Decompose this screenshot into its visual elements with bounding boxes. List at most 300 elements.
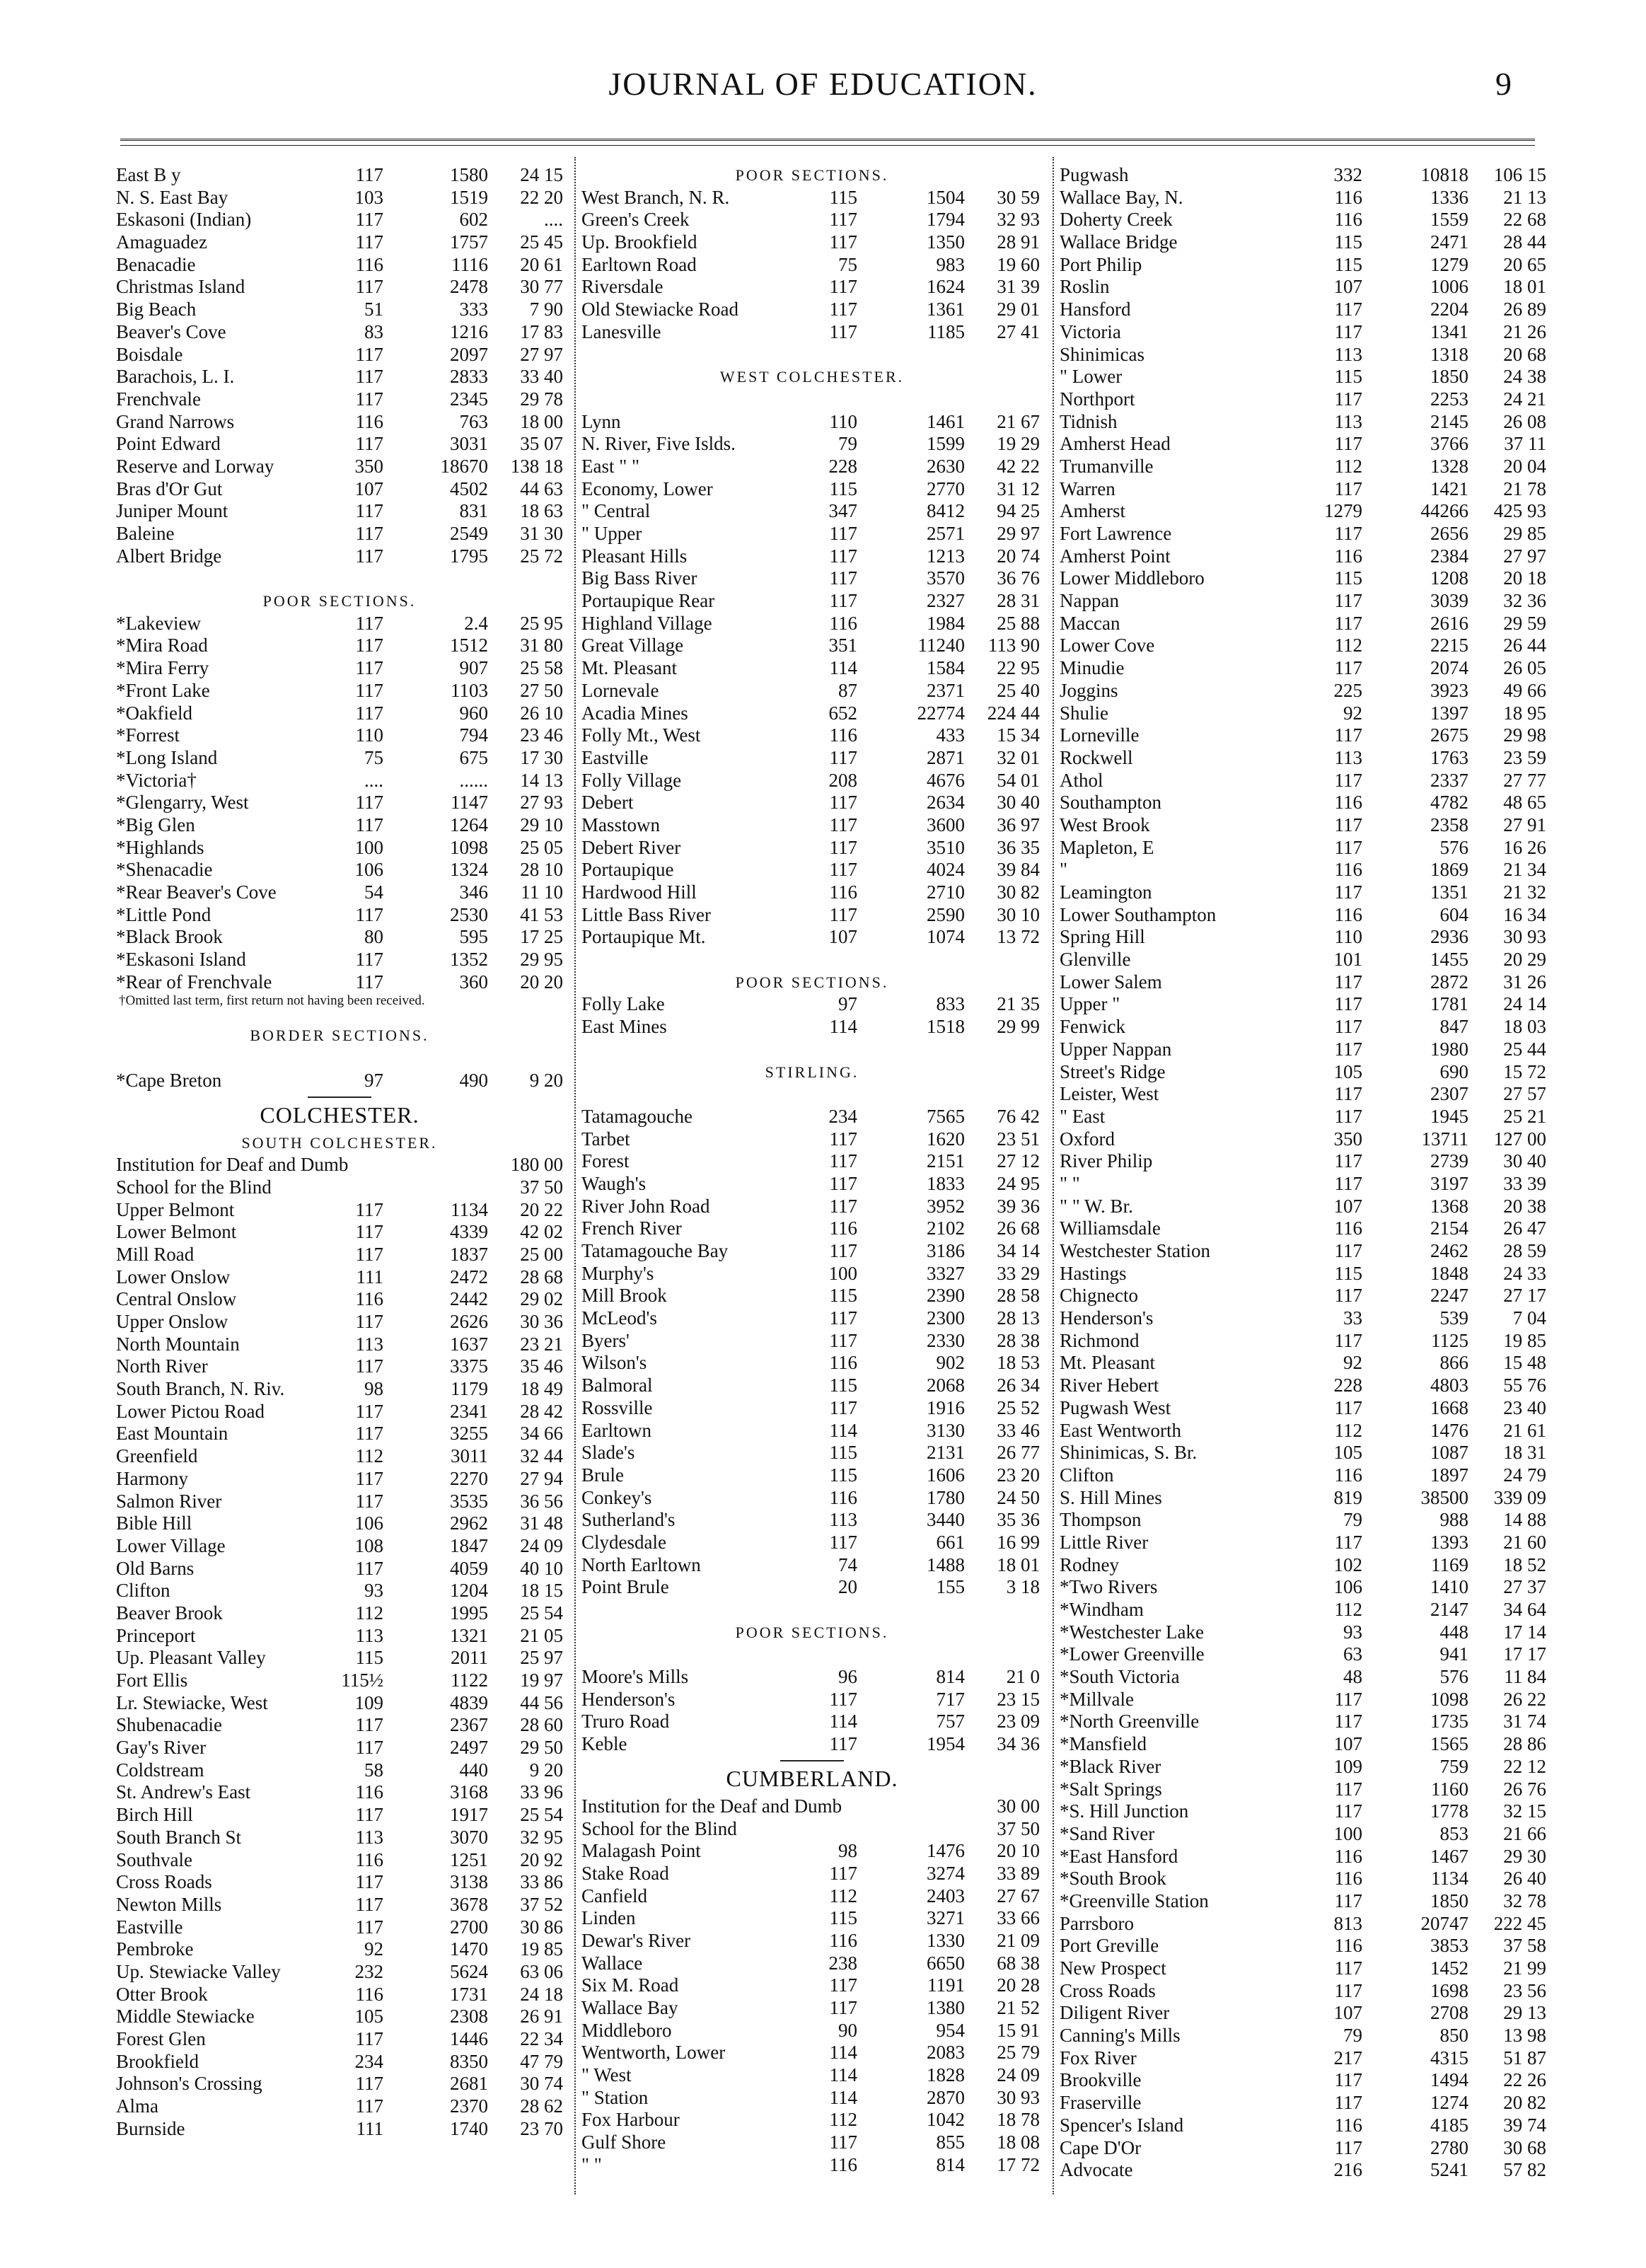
grant-amount: 33 29 [997, 1262, 1040, 1284]
days-count: 103 [354, 186, 383, 208]
school-name: Conkey's [581, 1486, 652, 1508]
attendance-count: 907 [459, 657, 488, 679]
grant-amount: 18 01 [997, 1554, 1040, 1575]
days-count: 54 [364, 881, 383, 903]
attendance-count: 2145 [1430, 410, 1468, 432]
table-row [113, 1938, 566, 1961]
days-count: 115 [829, 1442, 857, 1464]
table-row [579, 702, 1045, 725]
grant-amount: 35 36 [997, 1509, 1040, 1531]
grant-amount: 31 26 [1503, 971, 1546, 993]
days-count: 97 [364, 1069, 383, 1091]
school-name: Middle Stewiacke [116, 2006, 255, 2027]
grant-amount: 49 66 [1503, 679, 1546, 701]
grant-amount: 20 10 [997, 1840, 1040, 1862]
school-name: Lornevale [581, 679, 659, 701]
attendance-count: 2327 [927, 590, 965, 612]
spacer [579, 344, 1045, 366]
table-row [1057, 567, 1545, 590]
attendance-count: 2656 [1430, 523, 1468, 544]
grant-amount: 33 86 [520, 1871, 563, 1893]
table-row [113, 1266, 566, 1289]
days-count: 117 [1334, 1240, 1362, 1261]
days-count: 117 [1334, 2136, 1362, 2158]
school-name: Economy, Lower [581, 478, 713, 499]
table-row [113, 2095, 566, 2118]
attendance-count: 1006 [1430, 276, 1468, 298]
days-count: 217 [1333, 2047, 1362, 2069]
days-count: 117 [355, 1221, 383, 1243]
days-count: 117 [1334, 1285, 1362, 1307]
school-name: Tatamagouche Bay [581, 1240, 729, 1261]
table-row [579, 2109, 1045, 2131]
table-row [113, 792, 566, 814]
days-count: 98 [364, 1378, 383, 1400]
table-row [1057, 1263, 1545, 1285]
table-row [579, 1307, 1045, 1330]
days-count: 347 [828, 500, 857, 522]
section-heading: POOR SECTIONS. [735, 166, 889, 184]
table-row [113, 724, 566, 747]
attendance-count: 1361 [927, 299, 965, 320]
days-count: 114 [829, 1711, 857, 1732]
grant-amount: 34 14 [997, 1240, 1040, 1261]
days-count: 350 [1333, 1128, 1362, 1150]
attendance-count: 757 [936, 1711, 965, 1732]
table-row [113, 2051, 566, 2073]
school-name: Amherst Point [1060, 545, 1171, 567]
table-row [579, 478, 1045, 501]
days-count: 117 [355, 164, 383, 185]
grant-amount: 26 10 [520, 702, 563, 724]
school-name: Brule [581, 1464, 624, 1486]
days-count: 107 [828, 926, 857, 948]
table-row [113, 2006, 566, 2028]
days-count: 351 [828, 635, 857, 656]
attendance-count: 1731 [450, 1983, 488, 2005]
grant-amount: 48 65 [1503, 792, 1546, 814]
section-heading: POOR SECTIONS. [262, 592, 417, 611]
table-row [1057, 1576, 1545, 1599]
grant-amount: 33 40 [520, 366, 563, 388]
attendance-count: 6650 [927, 1952, 965, 1974]
grant-amount: 26 47 [1503, 1217, 1546, 1239]
grant-amount: 21 52 [997, 1997, 1040, 2018]
days-count: 100 [1333, 1822, 1362, 1844]
grant-amount: 68 38 [997, 1952, 1040, 1974]
attendance-count: 2833 [450, 366, 488, 388]
table-row [1057, 904, 1545, 927]
days-count: 112 [1334, 635, 1362, 656]
school-name: Brookfield [116, 2050, 199, 2072]
table-row [579, 276, 1045, 299]
school-name: Richmond [1060, 1329, 1140, 1351]
attendance-count: 1421 [1430, 478, 1468, 499]
school-name: Murphy's [581, 1262, 654, 1284]
days-count: 117 [355, 523, 383, 544]
table-row [113, 837, 566, 860]
attendance-count: 2367 [450, 1714, 488, 1736]
table-row [579, 523, 1045, 545]
attendance-count: 2097 [450, 343, 488, 365]
days-count: 117 [829, 903, 857, 925]
table-row [579, 2042, 1045, 2064]
days-count: 114 [829, 2042, 857, 2064]
school-name: *Cape Breton [116, 1069, 222, 1091]
days-count: 33 [1343, 1307, 1362, 1329]
attendance-count: ...... [459, 769, 488, 791]
days-count: 92 [364, 1938, 383, 1960]
attendance-count: 1518 [927, 1016, 965, 1038]
grant-amount: 76 42 [997, 1105, 1040, 1127]
days-count: 117 [1334, 836, 1362, 858]
school-name: Lr. Stewiacke, West [116, 1691, 268, 1713]
attendance-count: 1074 [927, 926, 965, 948]
attendance-count: 1606 [927, 1464, 965, 1486]
grant-amount: 22 68 [1503, 209, 1546, 231]
school-name: Upper " [1060, 993, 1120, 1015]
column-right [1057, 164, 1545, 2216]
days-count: 116 [1334, 186, 1362, 208]
column-divider [1053, 157, 1054, 2194]
school-name: Cross Roads [1060, 1979, 1156, 2001]
school-name: Gulf Shore [581, 2131, 666, 2153]
grant-amount: 20 20 [520, 971, 563, 993]
days-count: 117 [355, 635, 383, 656]
table-row [113, 1625, 566, 1648]
grant-amount: 27 97 [520, 343, 563, 365]
attendance-count: 1179 [451, 1378, 488, 1400]
table-row [113, 1916, 566, 1939]
days-count: 117 [829, 299, 857, 320]
days-count: 116 [1334, 903, 1362, 925]
attendance-count: 2681 [450, 2073, 488, 2095]
attendance-count: 539 [1439, 1307, 1468, 1329]
school-name: *Front Lake [116, 679, 210, 701]
days-count: 79 [1343, 2025, 1362, 2047]
grant-amount: 25 44 [1503, 1038, 1546, 1060]
school-name: *Mira Road [116, 635, 208, 656]
grant-amount: 16 34 [1503, 903, 1546, 925]
attendance-count: 2710 [927, 881, 965, 903]
grant-amount: 27 93 [520, 792, 563, 814]
table-row [113, 904, 566, 927]
attendance-count: 1467 [1430, 1845, 1468, 1867]
grant-amount: 18 31 [1503, 1442, 1546, 1464]
grant-amount: 11 84 [1504, 1666, 1546, 1688]
attendance-count: 1995 [450, 1602, 488, 1624]
attendance-count: 1122 [451, 1670, 488, 1691]
attendance-count: 595 [459, 926, 488, 948]
days-count: 107 [1333, 1195, 1362, 1217]
attendance-count: 866 [1439, 1352, 1468, 1374]
grant-amount: 23 46 [520, 724, 563, 746]
attendance-count: 1668 [1430, 1396, 1468, 1418]
grant-amount: 25 00 [520, 1243, 563, 1265]
table-row [1057, 1935, 1545, 1957]
table-row [579, 1330, 1045, 1353]
attendance-count: 1321 [450, 1624, 488, 1646]
grant-amount: 19 85 [1503, 1329, 1546, 1351]
grant-amount: 33 66 [997, 1907, 1040, 1929]
attendance-count: 3186 [927, 1240, 965, 1261]
days-count: 228 [828, 455, 857, 477]
attendance-count: 717 [936, 1688, 965, 1710]
table-row [579, 837, 1045, 860]
attendance-count: 2571 [927, 523, 965, 544]
column-left [113, 164, 566, 2216]
grant-amount: 26 91 [520, 2006, 563, 2027]
school-name: Canfield [581, 1885, 647, 1907]
table-row [113, 1333, 566, 1356]
school-name: Point Edward [116, 433, 221, 455]
table-row [1057, 500, 1545, 523]
attendance-count: 847 [1439, 1016, 1468, 1038]
school-name: Lower Cove [1060, 635, 1155, 656]
attendance-count: 3510 [927, 836, 965, 858]
grant-amount: 20 61 [520, 253, 563, 275]
table-row [113, 1199, 566, 1222]
attendance-count: 4185 [1430, 2114, 1468, 2136]
spacer [579, 1643, 1045, 1666]
table-row [579, 2020, 1045, 2042]
school-name: Roslin [1060, 276, 1110, 298]
school-name: Shinimicas [1060, 343, 1144, 365]
days-count: 117 [355, 814, 383, 835]
days-count: 116 [829, 1217, 857, 1239]
grant-amount: 23 20 [997, 1464, 1040, 1486]
grant-amount: 26 68 [997, 1217, 1040, 1239]
table-row [113, 231, 566, 254]
school-name: " " [581, 2153, 602, 2175]
table-row [579, 1128, 1045, 1151]
spacer [579, 949, 1045, 971]
attendance-count: 1336 [1430, 186, 1468, 208]
days-count: 117 [829, 1150, 857, 1172]
grant-amount: 28 38 [997, 1329, 1040, 1351]
school-name: Leister, West [1060, 1083, 1159, 1105]
days-count: 117 [1334, 320, 1362, 342]
school-name: Big Bass River [581, 567, 697, 589]
days-count: 117 [355, 1557, 383, 1579]
grant-amount: 40 10 [520, 1557, 563, 1579]
attendance-count: 8350 [450, 2050, 488, 2072]
school-name: Joggins [1060, 679, 1118, 701]
days-count: 100 [354, 836, 383, 858]
school-name: Port Greville [1060, 1935, 1159, 1957]
attendance-count: 2403 [927, 1885, 965, 1907]
grant-amount: 36 76 [997, 567, 1040, 589]
days-count: 115 [829, 478, 857, 499]
days-count: 116 [1334, 1217, 1362, 1239]
days-count: 117 [355, 971, 383, 993]
school-name: Portaupique Rear [581, 590, 715, 612]
table-row [579, 747, 1045, 770]
grant-amount: 15 48 [1503, 1352, 1546, 1374]
attendance-count: 2151 [927, 1150, 965, 1172]
school-name: Highland Village [581, 612, 712, 634]
table-row [113, 1692, 566, 1715]
days-count: 117 [829, 859, 857, 881]
table-row [113, 1401, 566, 1423]
table-row [1057, 1307, 1545, 1330]
grant-amount: 26 89 [1503, 299, 1546, 320]
grant-amount: 21 09 [997, 1929, 1040, 1951]
attendance-count: 8412 [927, 500, 965, 522]
school-name: Lower Onslow [116, 1266, 231, 1288]
attendance-count: 2307 [1430, 1083, 1468, 1105]
school-name: *Black Brook [116, 926, 223, 948]
days-count: 115 [829, 1375, 857, 1396]
days-count: 93 [364, 1580, 383, 1602]
attendance-count: 3440 [927, 1509, 965, 1531]
attendance-count: 2300 [927, 1307, 965, 1329]
grant-amount: 30 68 [1503, 2136, 1546, 2158]
grant-amount: 33 39 [1503, 1172, 1546, 1194]
days-count: 80 [364, 926, 383, 948]
table-row [579, 1930, 1045, 1952]
days-count: 107 [1333, 1733, 1362, 1755]
table-row [113, 1804, 566, 1827]
school-name: Shinimicas, S. Br. [1060, 1442, 1198, 1464]
attendance-count: 440 [459, 1759, 488, 1781]
school-name: " " W. Br. [1060, 1195, 1133, 1217]
school-name: Pugwash West [1060, 1396, 1171, 1418]
school-name: Upper Belmont [116, 1198, 235, 1220]
days-count: 117 [1334, 881, 1362, 903]
grant-amount: 27 17 [1503, 1285, 1546, 1307]
table-row [113, 1984, 566, 2006]
attendance-count: 1368 [1430, 1195, 1468, 1217]
days-count: 117 [829, 209, 857, 231]
days-count: .... [364, 769, 383, 791]
attendance-count: 3600 [927, 814, 965, 835]
school-name: Balmoral [581, 1375, 653, 1396]
school-name: Lower Salem [1060, 971, 1162, 993]
table-row [113, 254, 566, 277]
grant-amount: 34 36 [997, 1733, 1040, 1755]
grant-amount: 27 67 [997, 1885, 1040, 1907]
table-row [579, 1352, 1045, 1375]
table-row [579, 1818, 1045, 1841]
grant-amount: 21 99 [1503, 1957, 1546, 1979]
grant-amount: 21 34 [1503, 859, 1546, 881]
school-name: Beaver Brook [116, 1602, 223, 1624]
grant-amount: 22 34 [520, 2028, 563, 2049]
table-row [113, 164, 566, 187]
school-name: North Earltown [581, 1554, 701, 1575]
grant-amount: 27 91 [1503, 814, 1546, 835]
school-name: Burnside [116, 2117, 185, 2139]
days-count: 108 [354, 1534, 383, 1556]
attendance-count: 2478 [450, 276, 488, 298]
grant-amount: 23 56 [1503, 1979, 1546, 2001]
table-row [1057, 1240, 1545, 1263]
table-row [1057, 164, 1545, 187]
table-row [579, 411, 1045, 434]
table-row [1057, 433, 1545, 456]
attendance-count: 1945 [1430, 1105, 1468, 1127]
attendance-count: 3197 [1430, 1172, 1468, 1194]
attendance-count: 1208 [1430, 567, 1468, 589]
school-name: Hardwood Hill [581, 881, 697, 903]
table-row [1057, 1397, 1545, 1420]
attendance-count: 1488 [927, 1554, 965, 1575]
attendance-count: 490 [459, 1069, 488, 1091]
attendance-count: 1318 [1430, 343, 1468, 365]
spacer [113, 1047, 566, 1070]
grant-amount: 24 14 [1503, 993, 1546, 1015]
grant-amount: 21 13 [1503, 186, 1546, 208]
days-count: 116 [1334, 1935, 1362, 1957]
attendance-count: 675 [459, 746, 488, 768]
grant-amount: 14 13 [520, 769, 563, 791]
table-row [1057, 1487, 1545, 1510]
table-row [113, 1355, 566, 1378]
days-count: 116 [1334, 1464, 1362, 1486]
days-count: 225 [1333, 679, 1362, 701]
table-row [1057, 881, 1545, 904]
grant-amount: 57 82 [1503, 2159, 1546, 2181]
days-count: 116 [829, 612, 857, 634]
school-name: Riversdale [581, 276, 663, 298]
grant-amount: 32 93 [997, 209, 1040, 231]
days-count: 117 [1334, 612, 1362, 634]
section-heading: WEST COLCHESTER. [719, 368, 905, 386]
spacer [579, 1599, 1045, 1621]
school-name: Clifton [1060, 1464, 1114, 1486]
days-count: 117 [829, 814, 857, 835]
school-name: Fox Harbour [581, 2109, 680, 2131]
table-row [579, 1576, 1045, 1599]
days-count: 113 [355, 1624, 383, 1646]
attendance-count: 1330 [927, 1929, 965, 1951]
days-count: 117 [829, 1396, 857, 1418]
days-count: 117 [829, 1531, 857, 1553]
attendance-count: 1380 [927, 1997, 965, 2018]
grant-amount: 13 72 [997, 926, 1040, 948]
attendance-count: 13711 [1421, 1128, 1468, 1150]
section-heading: STIRLING. [765, 1063, 859, 1081]
grant-amount: 11 10 [521, 881, 563, 903]
grant-amount: 27 12 [997, 1150, 1040, 1172]
attendance-count: 7565 [927, 1105, 965, 1127]
school-name: Mt. Pleasant [581, 657, 677, 679]
grant-amount: 24 18 [520, 1983, 563, 2005]
days-count: 117 [829, 1862, 857, 1884]
school-name: N. River, Five Islds. [581, 433, 736, 455]
days-count: 109 [354, 1691, 383, 1713]
grant-amount: 17 72 [997, 2153, 1040, 2175]
days-count: 116 [829, 1929, 857, 1951]
school-name: Big Beach [116, 299, 197, 320]
table-row [1057, 1711, 1545, 1733]
days-count: 117 [355, 2095, 383, 2117]
table-row [1057, 1128, 1545, 1151]
table-row [113, 770, 566, 792]
school-name: Byers' [581, 1329, 630, 1351]
column-middle [579, 164, 1045, 2216]
days-count: 117 [1334, 1150, 1362, 1172]
attendance-count: 2770 [927, 478, 965, 499]
days-count: 97 [838, 993, 857, 1015]
school-name: Harmony [116, 1467, 188, 1489]
table-row [579, 1907, 1045, 1930]
table-row [113, 1070, 566, 1092]
school-name: Street's Ridge [1060, 1060, 1166, 1082]
table-row [113, 1445, 566, 1468]
school-name: Forest Glen [116, 2028, 206, 2049]
